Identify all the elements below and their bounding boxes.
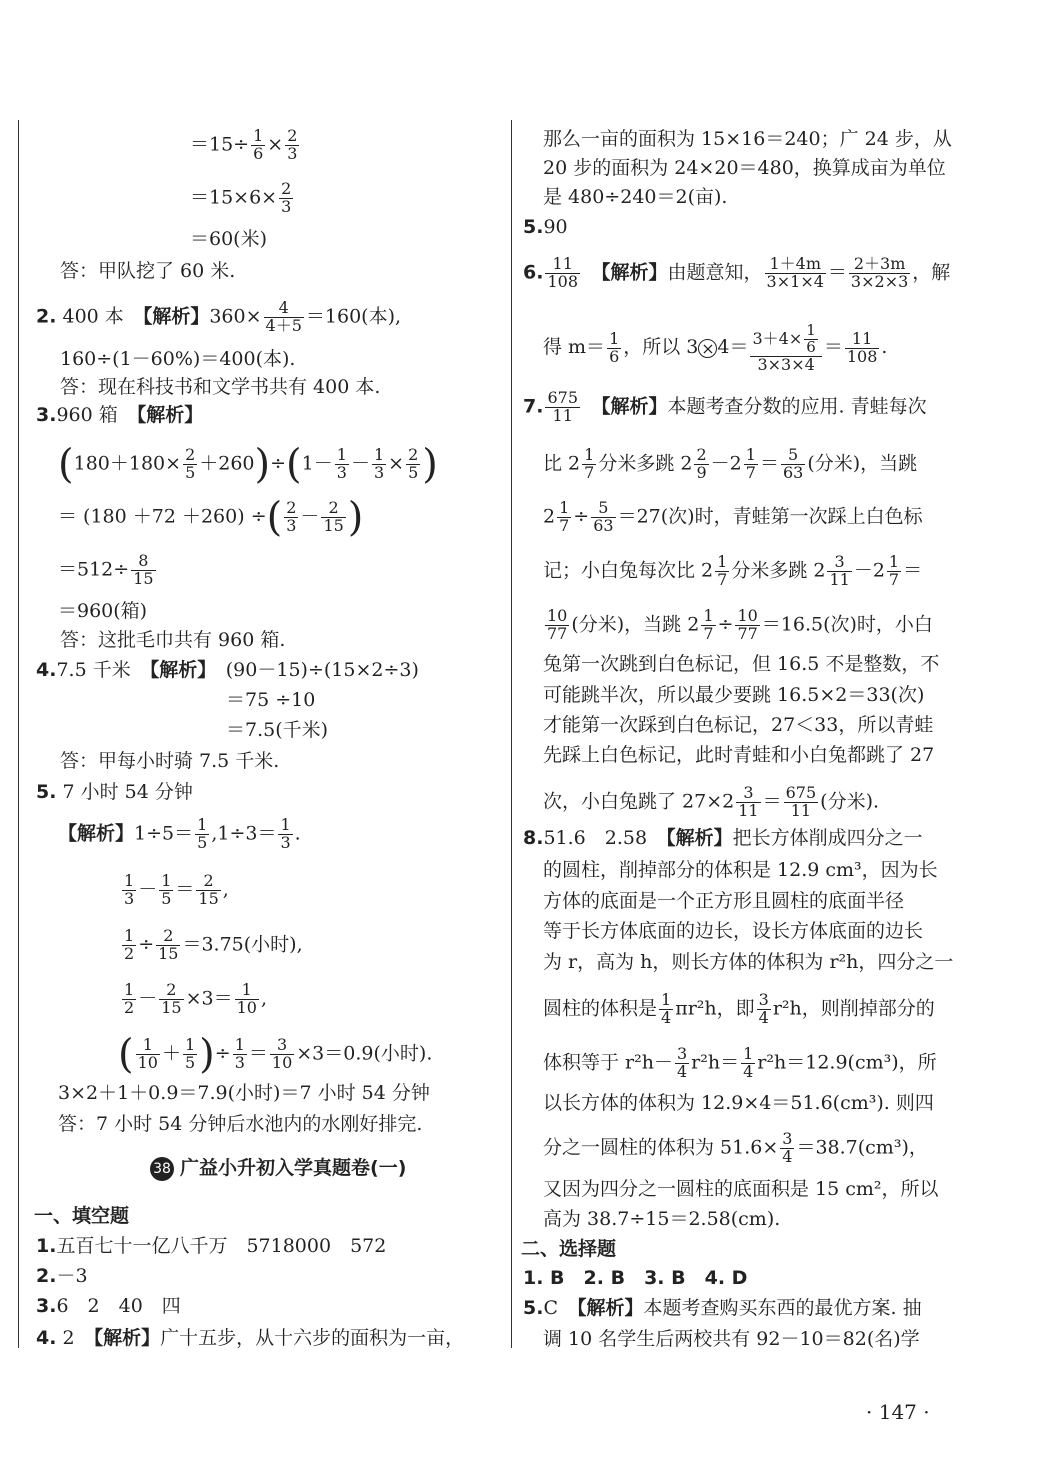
fraction: $\frac{1}{6}$ [806, 321, 816, 356]
fraction: $\frac{2}{5}$ [185, 445, 196, 482]
r-q8-g: 体积等于 r²h－ $\frac{3}{4}$ r²h＝ $\frac{1}{4}$ r²h＝12.9(cm³)，所 [543, 1044, 937, 1081]
fraction: $\frac{2}{15}$ [323, 498, 344, 535]
fraction: $\frac{11}{108}$ [846, 328, 878, 366]
r-q8-b: 的圆柱，削掉部分的体积是 12.9 cm³，因为长 [543, 859, 938, 881]
q5-expr-f: 3×2＋1＋0.9＝7.9(小时)＝7 小时 54 分钟 [58, 1082, 430, 1104]
fraction: $\frac{675}{11}$ [785, 783, 817, 820]
q5-expr-a: 【解析】1÷5＝ $\frac{1}{5}$ ,1÷3＝ $\frac{1}{3}$ . [58, 815, 301, 852]
q3-line: 3.960 箱 【解析】 [36, 404, 204, 426]
q5-expr-c: $\frac{1}{2}$ ÷ $\frac{2}{15}$ ＝3.75(小时), [124, 926, 303, 963]
r-q7-d: 记；小白兔每次比 2 $\frac{1}{7}$ 分米多跳 2 $\frac{3}{11}$ －2 $\frac{1}{7}$ ＝ [543, 552, 923, 589]
fraction: $\frac{1}{3}$ [336, 445, 347, 482]
fill-answer-2: 2.－3 [36, 1265, 88, 1287]
r-q8-d: 等于长方体底面的边长，设长方体底面的边长 [543, 920, 924, 942]
fraction: $\frac{1}{2}$ [124, 980, 135, 1017]
fill-blank-heading: 一、填空题 [34, 1205, 130, 1227]
fraction: $\frac{2}{5}$ [408, 445, 419, 482]
q2-line: 2. 400 本 【解析】360× $\frac{4}{4+5}$ ＝160(本), [36, 298, 402, 335]
fraction: $\frac{1}{7}$ [888, 552, 900, 589]
fraction: $\frac{2}{15}$ [158, 926, 179, 963]
section-number-badge: 38 [150, 1157, 174, 1181]
r-q7-j: 次，小白兔跳了 27×2 $\frac{3}{11}$ ＝ $\frac{675}{11}$ (分米). [543, 783, 880, 820]
choice-answers: 1. B 2. B 3. B 4. D [523, 1267, 748, 1289]
fraction: $\frac{3}{11}$ [829, 552, 850, 589]
fraction: $\frac{2}{15}$ [161, 980, 182, 1017]
fraction: $\frac{3}{10}$ [271, 1035, 293, 1072]
r-q6: 6. $\frac{11}{108}$ 【解析】由题意知， $\frac{1+4m}{3\times 1\times 4}$ ＝ $\frac{2+3m}{3\times 2\times 3}$ ，解 [523, 254, 951, 291]
q3-answer: 答：这批毛巾共有 960 箱. [60, 629, 286, 651]
r-q6-b: 得 m＝ $\frac{1}{6}$ ，所以 3 × 4＝ 3＋4× $\frac{1}{6}$ 3×3×4 ＝ $\frac{11}{108}$ . [543, 321, 888, 374]
q4-line: 4.7.5 千米 【解析】 (90－15)÷(15×2÷3) [36, 659, 419, 681]
fill-answer-1: 1.五百七十一亿八千万 5718000 572 [36, 1235, 387, 1257]
fill-answer-3: 3.6 2 40 四 [36, 1295, 181, 1317]
fraction: $\frac{3}{11}$ [738, 783, 759, 820]
fraction: $\frac{3}{4}$ [782, 1129, 793, 1166]
q5-line: 5. 7 小时 54 分钟 [36, 781, 193, 803]
fraction: $\frac{2}{3}$ [287, 126, 298, 163]
fraction: $\frac{1}{6}$ [253, 126, 264, 163]
r-q7: 7. $\frac{675}{11}$ 【解析】本题考查分数的应用. 青蛙每次 [523, 388, 927, 425]
fraction: $\frac{1}{5}$ [197, 815, 208, 852]
q4-line-c: ＝7.5(千米) [226, 719, 329, 741]
r-line-2: 20 步的面积为 24×20＝480，换算成亩为单位 [543, 157, 946, 179]
fraction: $\frac{1}{10}$ [137, 1035, 158, 1072]
fraction: $\frac{2+3m}{3\times 2\times 3}$ [850, 254, 909, 291]
fraction: $\frac{1}{3}$ [234, 1035, 245, 1072]
fraction: $\frac{1}{3}$ [280, 815, 291, 852]
fraction: $\frac{1}{7}$ [584, 445, 595, 482]
fraction: $\frac{1}{4}$ [661, 990, 672, 1027]
fraction: $\frac{11}{108}$ [547, 254, 578, 291]
fraction: $\frac{1}{5}$ [161, 871, 172, 908]
section-heading: 38 广益小升初入学真题卷(一) [150, 1155, 406, 1181]
fraction: $\frac{5}{63}$ [782, 445, 804, 482]
r-q7-f: 兔第一次跳到白色标记，但 16.5 不是整数，不 [543, 653, 940, 675]
center-column-rule [511, 120, 512, 1348]
r-q8-j: 又因为四分之一圆柱的底面积是 15 cm²，所以 [543, 1178, 939, 1200]
q5-expr-d: $\frac{1}{2}$ － $\frac{2}{15}$ ×3＝ $\frac{1}{10}$ , [124, 980, 267, 1017]
fraction: $\frac{1}{7}$ [745, 445, 756, 482]
q3-expr-d: ＝960(箱) [58, 600, 148, 622]
fraction: $\frac{1}{7}$ [717, 552, 728, 589]
r-c5: 5.C 【解析】本题考查购买东西的最优方案. 抽 [523, 1297, 922, 1319]
fraction: $\frac{1+4m}{3\times 1\times 4}$ [766, 254, 824, 291]
r-q8-h: 以长方体的体积为 12.9×4＝51.6(cm³). 则四 [543, 1092, 934, 1114]
calc-line-3: ＝60(米) [190, 228, 268, 250]
r-q7-b: 比 2 $\frac{1}{7}$ 分米多跳 2 $\frac{2}{9}$ －2 $\frac{1}{7}$ ＝ $\frac{5}{63}$ (分米)，当跳 [543, 445, 918, 482]
fraction: $\frac{5}{63}$ [593, 498, 614, 535]
q5-expr-b: $\frac{1}{3}$ － $\frac{1}{5}$ ＝ $\frac{2}{15}$ , [124, 871, 229, 908]
fraction: $\frac{2}{9}$ [696, 445, 707, 482]
r-q7-i: 先踩上白色标记，此时青蛙和小白兔都跳了 27 [543, 744, 935, 766]
fill-answer-4: 4. 2 【解析】广十五步，从十六步的面积为一亩， [36, 1327, 465, 1349]
fraction: $\frac{2}{3}$ [281, 179, 292, 216]
fraction: $\frac{3}{4}$ [758, 990, 769, 1027]
calc-line-2: ＝15×6× $\frac{2}{3}$ [190, 179, 292, 216]
page-number: · 147 · [866, 1400, 930, 1424]
circled-times-operator: × [698, 339, 717, 358]
r-q7-e: $\frac{10}{77}$ (分米)，当跳 2 $\frac{1}{7}$ ÷ $\frac{10}{77}$ ＝16.5(次)时，小白 [547, 606, 933, 643]
q2-line-b: 160÷(1－60%)＝400(本). [60, 348, 296, 370]
fraction: $\frac{1}{10}$ [236, 980, 257, 1017]
fraction: $\frac{10}{77}$ [547, 606, 568, 643]
q2-answer: 答：现在科技书和文学书共有 400 本. [60, 376, 381, 398]
answer-line: 答：甲队挖了 60 米. [60, 260, 236, 282]
q3-expr-a: (180＋180× $\frac{2}{5}$ ＋260)÷(1－ $\frac{1}{3}$ － $\frac{1}{3}$ × $\frac{2}{5}$ ) [58, 441, 438, 488]
fraction: $\frac{1}{7}$ [559, 498, 570, 535]
fraction: $\frac{8}{15}$ [133, 551, 154, 588]
fraction: $\frac{1}{3}$ [373, 445, 385, 482]
q5-expr-e: ( $\frac{1}{10}$ ＋ $\frac{1}{5}$ )÷ $\frac{1}{3}$ ＝ $\frac{3}{10}$ ×3＝0.9(小时). [118, 1031, 433, 1078]
q5-answer: 答：7 小时 54 分钟后水池内的水刚好排完. [58, 1113, 423, 1135]
choice-heading: 二、选择题 [521, 1238, 617, 1260]
fraction: $\frac{4}{4+5}$ [265, 298, 302, 335]
r-line-3: 是 480÷240＝2(亩). [543, 186, 728, 208]
r-q8-i: 分之一圆柱的体积为 51.6× $\frac{3}{4}$ ＝38.7(cm³)， [543, 1129, 928, 1166]
r-q8-k: 高为 38.7÷15＝2.58(cm). [543, 1208, 781, 1230]
q4-answer: 答：甲每小时骑 7.5 千米. [60, 750, 280, 772]
fraction: $\frac{10}{77}$ [737, 606, 758, 643]
fraction: $\frac{2}{15}$ [198, 871, 219, 908]
fraction: $\frac{1}{6}$ [609, 328, 620, 366]
r-q7-h: 才能第一次踩到白色标记，27＜33，所以青蛙 [543, 714, 934, 736]
fraction: $\frac{3}{4}$ [676, 1044, 688, 1081]
q4-line-b: ＝75 ÷10 [226, 689, 316, 711]
r-q5: 5.90 [523, 216, 568, 238]
left-column-rule [18, 120, 19, 1348]
fraction: $\frac{2}{3}$ [286, 498, 297, 535]
r-q8-e: 为 r，高为 h，则长方体的体积为 r²h，四分之一 [543, 951, 954, 973]
q3-expr-c: ＝512÷ $\frac{8}{15}$ [58, 551, 154, 588]
fraction: $\frac{1}{4}$ [743, 1044, 754, 1081]
fraction: $\frac{1}{2}$ [124, 926, 135, 963]
r-q7-g: 可能跳半次，所以最少要跳 16.5×2＝33(次) [543, 684, 925, 706]
fraction: $\frac{1}{3}$ [124, 871, 135, 908]
fraction: $\frac{675}{11}$ [547, 388, 578, 425]
r-q8: 8.51.6 2.58 【解析】把长方体削成四分之一 [523, 827, 923, 849]
r-q8-c: 方体的底面是一个正方形且圆柱的底面半径 [543, 890, 905, 912]
r-line-1: 那么一亩的面积为 15×16＝240；广 24 步，从 [543, 128, 952, 150]
r-q7-c: 2 $\frac{1}{7}$ ÷ $\frac{5}{63}$ ＝27(次)时，青蛙第一次踩上白色标 [543, 498, 923, 535]
r-q8-f: 圆柱的体积是 $\frac{1}{4}$ πr²h，即 $\frac{3}{4}$ r²h，则削掉部分的 [543, 990, 935, 1027]
q3-expr-b: ＝ (180 ＋72 ＋260) ÷( $\frac{2}{3}$ － $\frac{2}{15}$ ) [58, 494, 364, 541]
fraction: $\frac{1}{7}$ [703, 606, 714, 643]
fraction: $\frac{1}{5}$ [184, 1035, 196, 1072]
fraction: 3＋4× $\frac{1}{6}$ 3×3×4 [750, 323, 821, 373]
r-c5-b: 调 10 名学生后两校共有 92－10＝82(名)学 [543, 1328, 920, 1350]
calc-line-1: ＝15÷ $\frac{1}{6}$ × $\frac{2}{3}$ [190, 126, 298, 163]
